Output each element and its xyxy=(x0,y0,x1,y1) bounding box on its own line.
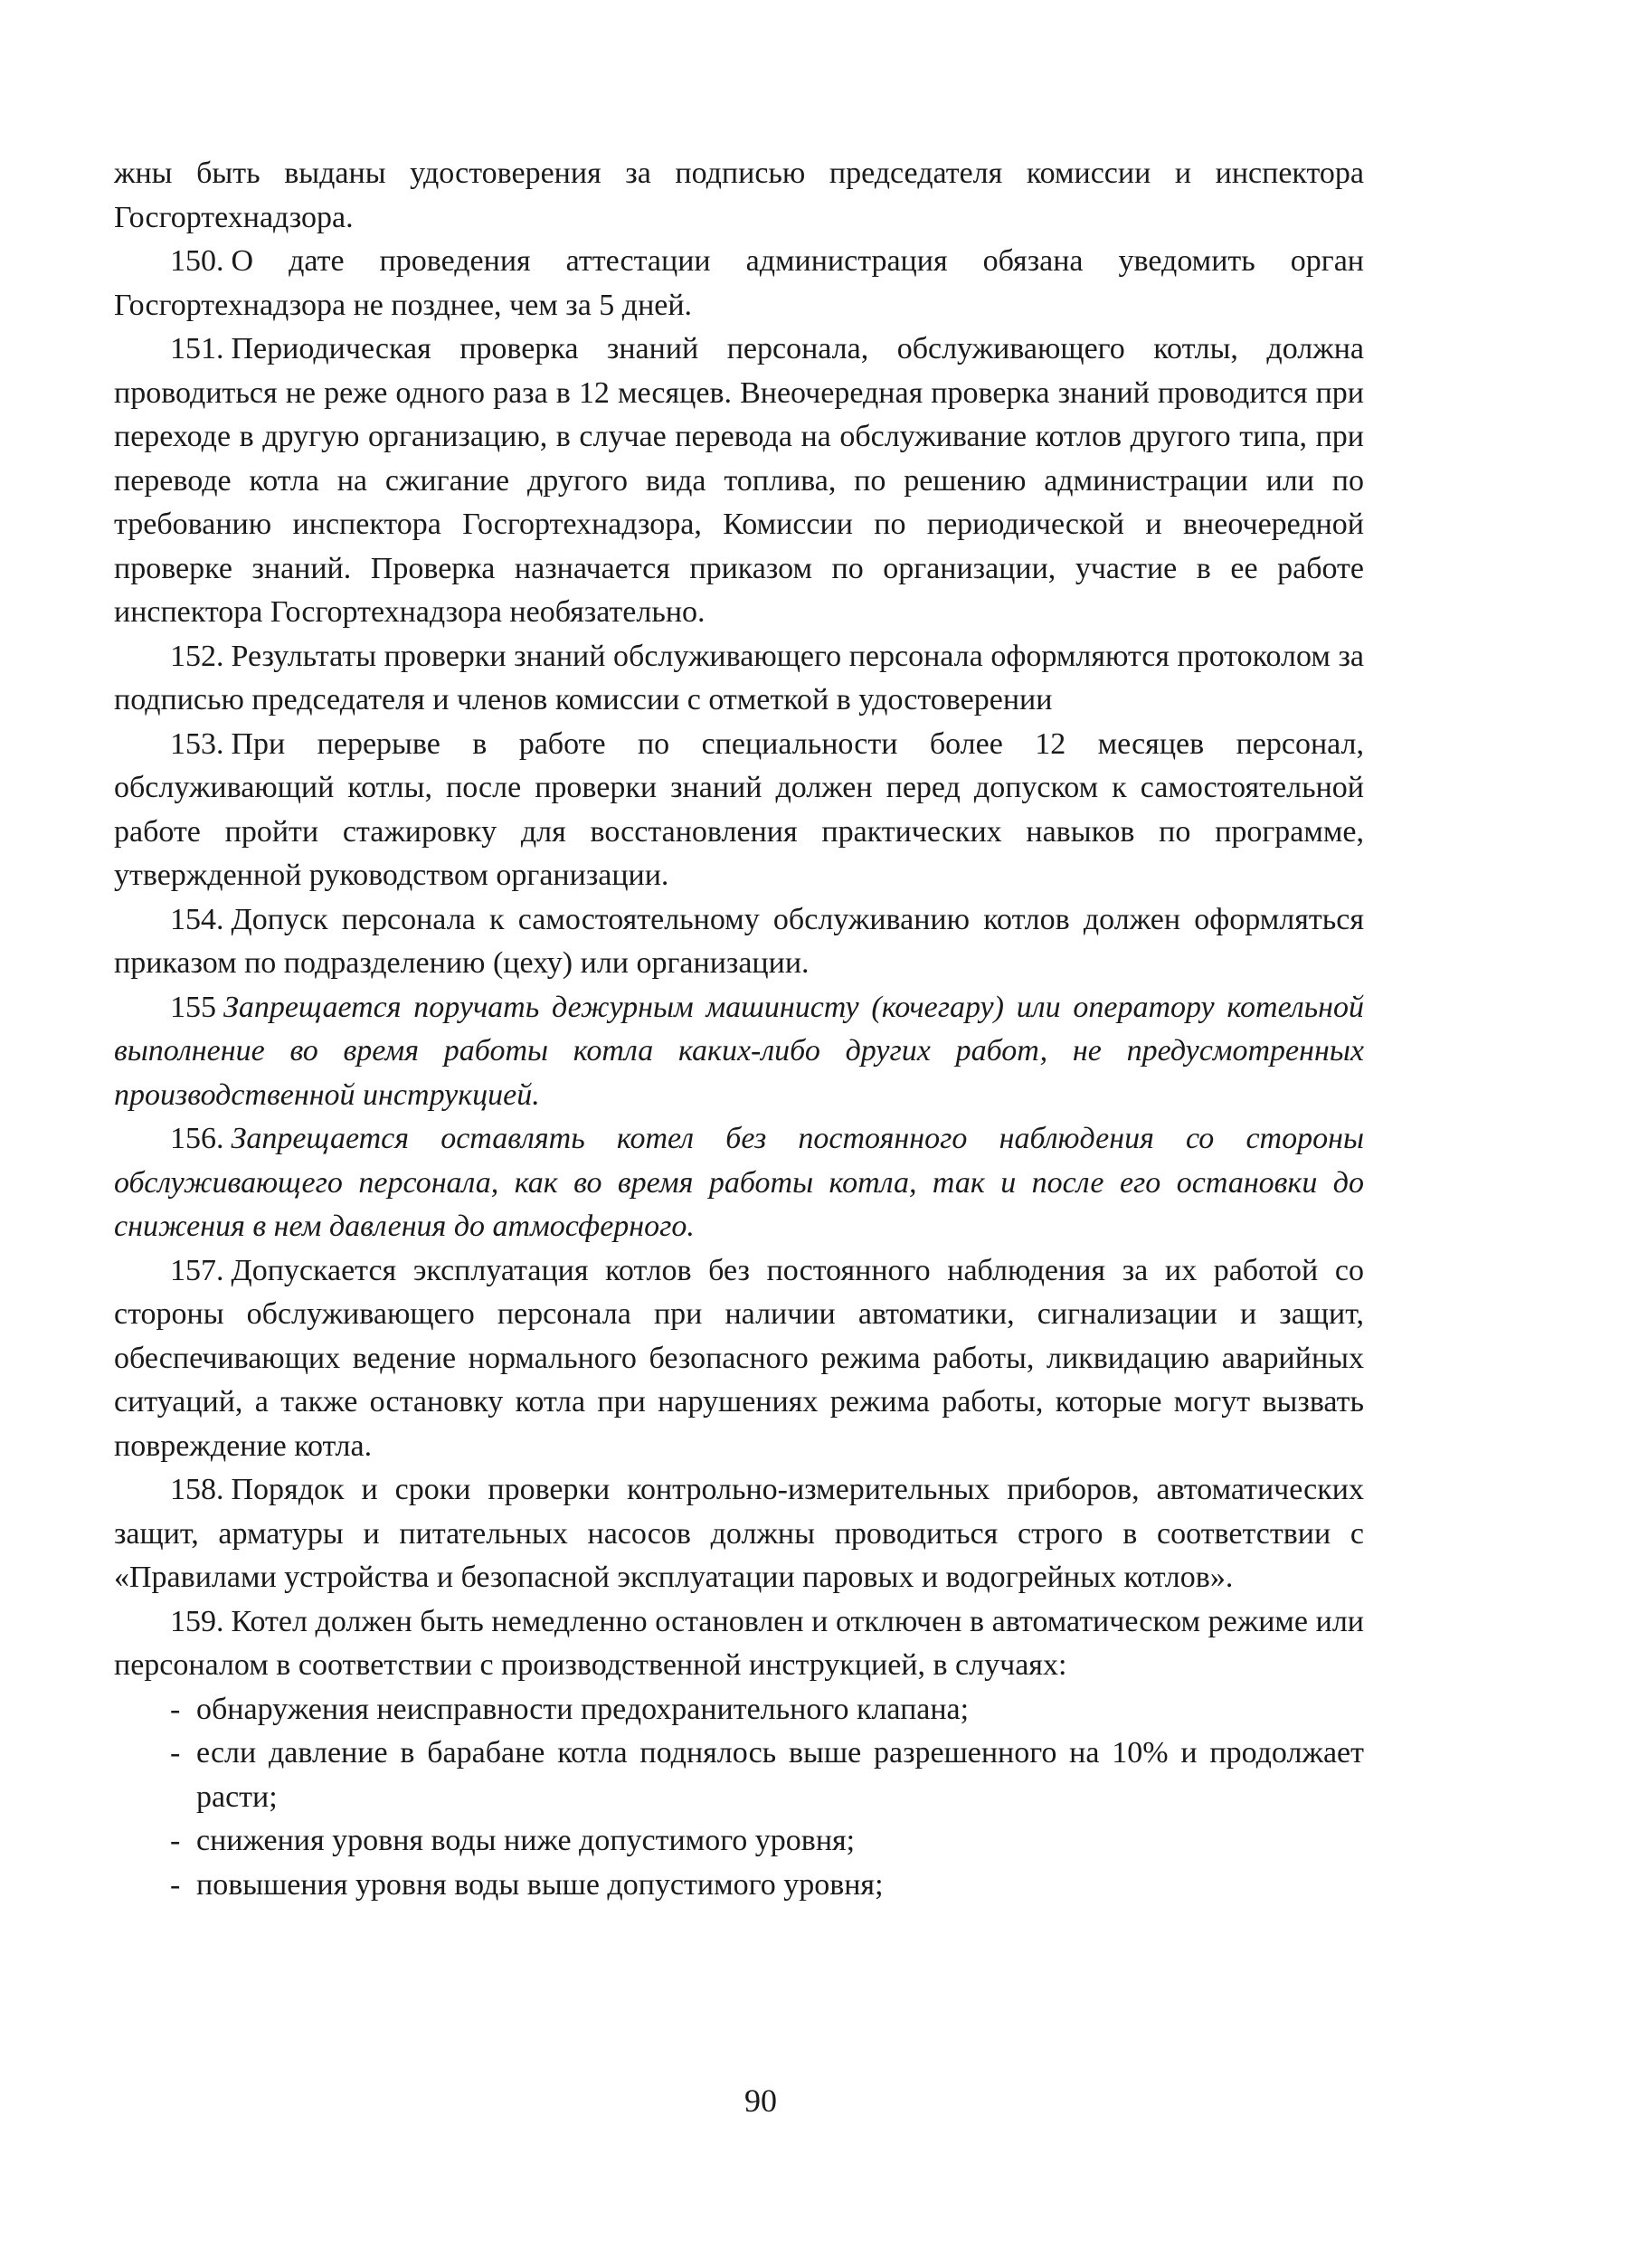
paragraph-continuation xyxy=(114,152,1364,240)
paragraph-text: Результаты проверки знаний обслуживающего персонала оформляются протоколом за подписью председателя и членов комиссии с отметкой в удостоверении xyxy=(114,639,1364,716)
paragraph-text: жны быть выданы удостоверения за подписью председателя комиссии и инспектора Госгортехнадзора. xyxy=(114,157,1364,234)
paragraph-number: 158. xyxy=(170,1473,224,1506)
bullet-dash: - xyxy=(170,1867,181,1902)
paragraph-text: Допуск персонала к самостоятельному обслуживанию котлов должен оформляться приказом по подразделению (цеху) или организации. xyxy=(114,902,1364,980)
list-item xyxy=(114,1732,1364,1819)
paragraph-number: 156. xyxy=(170,1122,224,1155)
bullet-dash: - xyxy=(170,1692,181,1726)
paragraph-text: Допускается эксплуатация котлов без постоянного наблюдения за их работой со стороны обслуживающего персонала при наличии автоматики, сигнализации и защит, обеспечивающих ведение нормального безопасного режима работы, ликвидацию аварийных ситуаций, а также остановку котла при нарушениях режима работы, которые могут вызвать повреждение котла. xyxy=(114,1253,1364,1463)
paragraph-159 xyxy=(114,1600,1364,1688)
paragraph-text: Порядок и сроки проверки контрольно-измерительных приборов, автоматических защит, арматуры и питательных насосов должны проводиться строго в соответствии с «Правилами устройства и безопасной эксплуатации паровых и водогрейных котлов». xyxy=(114,1473,1364,1594)
paragraph-157 xyxy=(114,1249,1364,1469)
paragraph-number: 157. xyxy=(170,1253,224,1287)
paragraph-154 xyxy=(114,898,1364,986)
bullet-dash: - xyxy=(170,1824,181,1857)
shutdown-conditions-list xyxy=(114,1688,1364,1908)
paragraph-153 xyxy=(114,723,1364,898)
page-number: 90 xyxy=(744,2083,777,2119)
paragraph-150 xyxy=(114,240,1364,327)
paragraph-number: 152. xyxy=(170,639,224,673)
paragraph-number: 153. xyxy=(170,726,224,761)
list-item xyxy=(114,1688,1364,1732)
paragraph-number: 154. xyxy=(170,902,224,936)
paragraph-152 xyxy=(114,635,1364,723)
list-item-text: повышения уровня воды выше допустимого уровня; xyxy=(196,1867,884,1902)
paragraph-151 xyxy=(114,327,1364,635)
paragraph-text: Периодическая проверка знаний персонала, обслуживающего котлы, должна проводиться не реже одного раза в 12 месяцев. Внеочередная проверка знаний проводится при переходе в другую организацию, в случае перевода на обслуживание котлов другого типа, при переводе котла на сжигание другого вида топлива, по решению администрации или по требованию инспектора Госгортехнадзора, Комиссии по периодической и внеочередной проверке знаний. Проверка назначается приказом по организации, участие в ее работе инспектора Госгортехнадзора необязательно. xyxy=(114,332,1364,629)
paragraph-number: 151. xyxy=(170,332,224,365)
paragraph-number: 150. xyxy=(170,244,224,278)
paragraph-155 xyxy=(114,986,1364,1118)
list-item-text: обнаружения неисправности предохранительного клапана; xyxy=(196,1692,970,1726)
paragraph-number: 155 xyxy=(170,990,216,1024)
paragraph-text: Запрещается оставлять котел без постоянного наблюдения со стороны обслуживающего персонала, как во время работы котла, так и после его остановки до снижения в нем давления до атмосферного. xyxy=(114,1122,1364,1243)
paragraph-text: Котел должен быть немедленно остановлен и отключен в автоматическом режиме или персоналом в соответствии с производственной инструкцией, в случаях: xyxy=(114,1604,1364,1682)
paragraph-158 xyxy=(114,1468,1364,1600)
list-item xyxy=(114,1864,1364,1908)
list-item-text: если давление в барабане котла поднялось выше разрешенного на 10% и продолжает расти; xyxy=(196,1736,1364,1814)
bullet-dash: - xyxy=(170,1736,181,1770)
paragraph-text: При перерыве в работе по специальности более 12 месяцев персонал, обслуживающий котлы, после проверки знаний должен перед допуском к самостоятельной работе пройти стажировку для восстановления практических навыков по программе, утвержденной руководством организации. xyxy=(114,726,1364,892)
paragraph-156 xyxy=(114,1117,1364,1249)
list-item-text: снижения уровня воды ниже допустимого уровня; xyxy=(196,1824,856,1857)
paragraph-text: Запрещается поручать дежурным машинисту (кочегару) или оператору котельной выполнение во время работы котла каких-либо других работ, не предусмотренных производственной инструкцией. xyxy=(114,990,1364,1112)
paragraph-number: 159. xyxy=(170,1604,224,1638)
list-item xyxy=(114,1819,1364,1864)
paragraph-text: О дате проведения аттестации администрация обязана уведомить орган Госгортехнадзора не позднее, чем за 5 дней. xyxy=(114,244,1364,322)
page-body-text xyxy=(114,152,1364,1907)
